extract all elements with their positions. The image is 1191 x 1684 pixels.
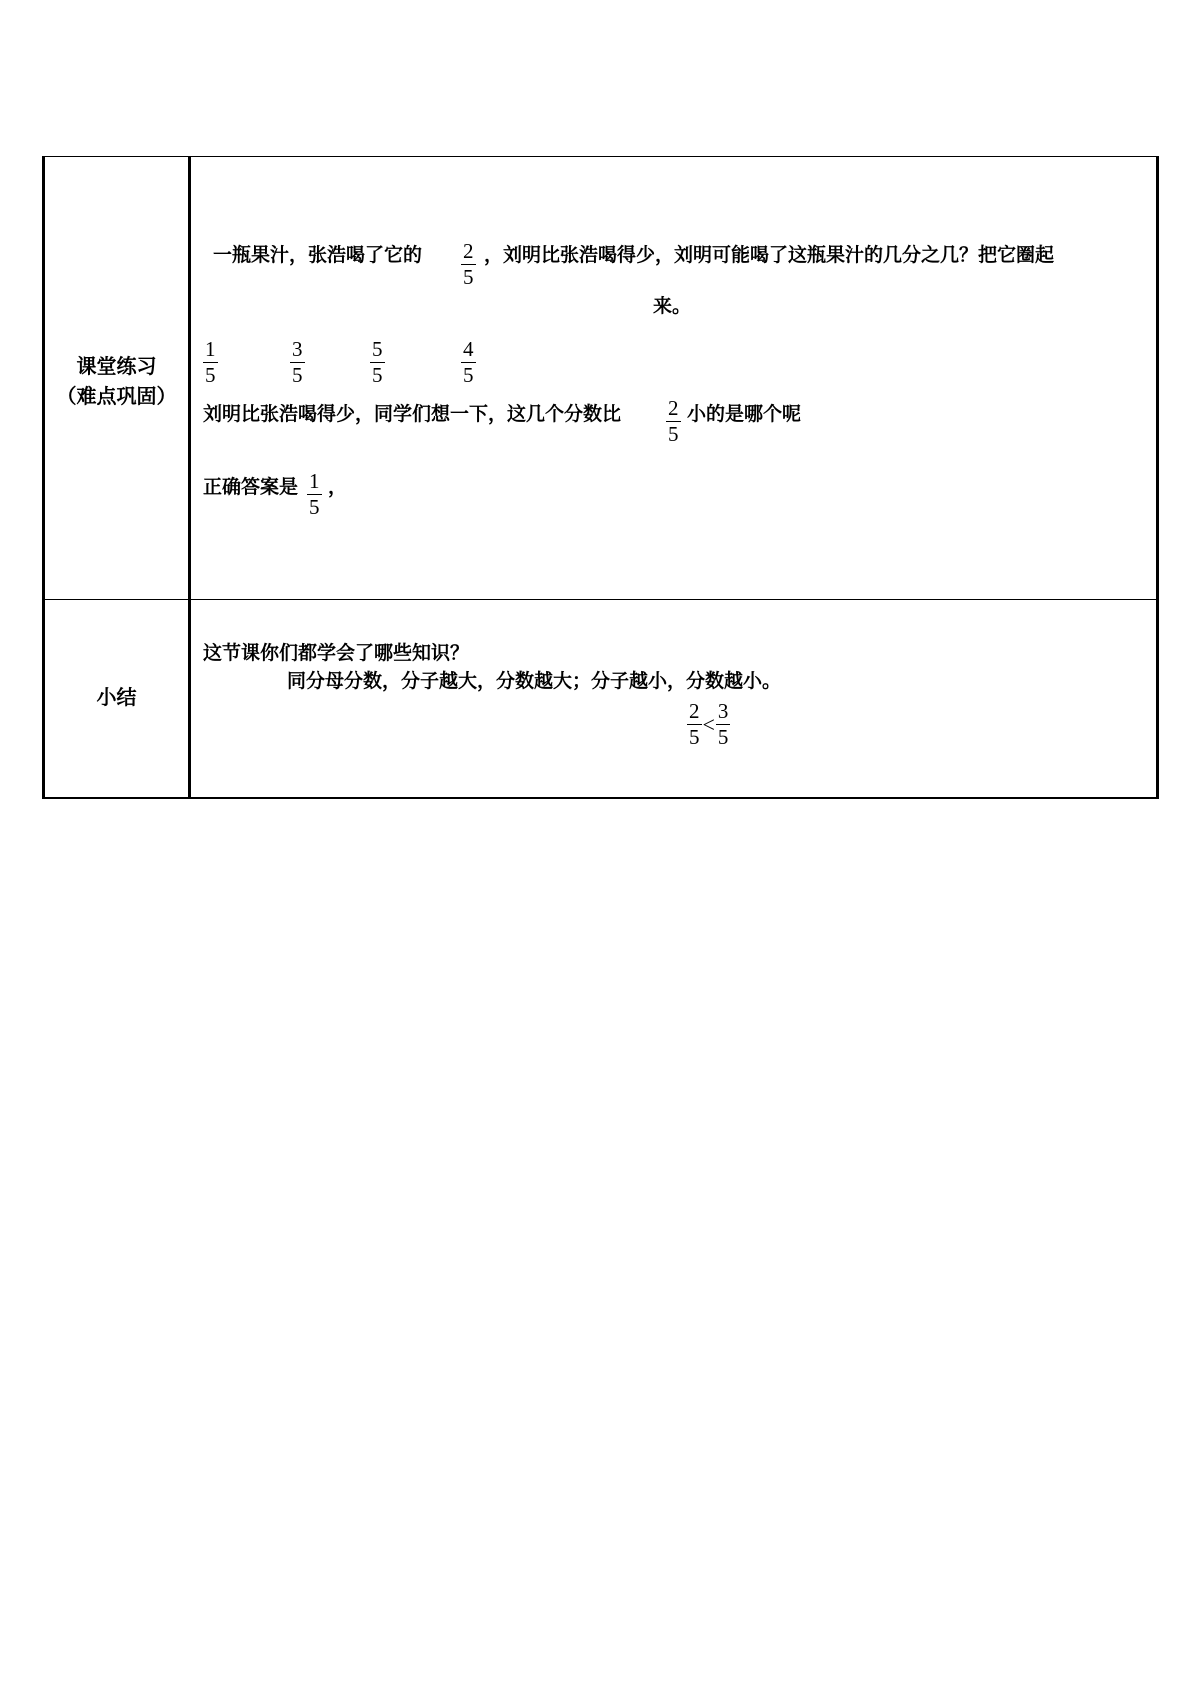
practice-content-cell bbox=[190, 157, 1158, 600]
option-1-denominator: 5 bbox=[205, 363, 216, 387]
answer-fraction bbox=[307, 471, 322, 518]
summary-question: 这节课你们都学会了哪些知识？ bbox=[203, 642, 470, 664]
practice-label bbox=[45, 351, 188, 411]
hint-fraction bbox=[666, 398, 681, 445]
comparison-operator: < bbox=[702, 711, 715, 737]
hint-part2: 小的是哪个呢 bbox=[687, 403, 802, 425]
comparison-right-numerator: 3 bbox=[717, 699, 729, 723]
option-2-denominator: 5 bbox=[292, 363, 303, 387]
option-4-denominator: 5 bbox=[463, 363, 474, 387]
summary-row bbox=[44, 600, 1158, 799]
question-fraction-denominator: 5 bbox=[463, 265, 474, 289]
comparison-left-denominator: 5 bbox=[689, 725, 700, 749]
comparison-expression bbox=[687, 701, 730, 748]
hint-part1: 刘明比张浩喝得少，同学们想一下，这几个分数比 bbox=[203, 403, 622, 425]
option-2-numerator: 3 bbox=[292, 337, 303, 361]
summary-label-cell bbox=[44, 600, 190, 799]
option-3[interactable] bbox=[370, 339, 385, 386]
practice-label-line1: 课堂练习 bbox=[76, 354, 157, 378]
summary-rule: 同分母分数，分子越大，分数越大；分子越小，分数越小。 bbox=[287, 670, 782, 692]
option-4-numerator: 4 bbox=[463, 337, 474, 361]
question-part2: ，刘明比张浩喝得少，刘明可能喝了这瓶果汁的几分之几？把它圈起 bbox=[484, 244, 1055, 266]
practice-row bbox=[44, 157, 1158, 600]
option-4[interactable] bbox=[461, 339, 476, 386]
comparison-left-numerator: 2 bbox=[689, 699, 700, 723]
practice-label-line2: （难点巩固） bbox=[56, 384, 177, 408]
question-fraction bbox=[461, 241, 476, 288]
summary-label: 小结 bbox=[96, 685, 137, 709]
option-1[interactable] bbox=[203, 339, 218, 386]
comparison-right-denominator: 5 bbox=[717, 725, 729, 749]
hint-fraction-denominator: 5 bbox=[668, 422, 679, 446]
hint-fraction-numerator: 2 bbox=[668, 396, 679, 420]
question-part1: 一瓶果汁，张浩喝了它的 bbox=[213, 244, 423, 266]
answer-fraction-denominator: 5 bbox=[309, 495, 320, 519]
option-3-denominator: 5 bbox=[372, 363, 383, 387]
answer-prefix: 正确答案是 bbox=[203, 476, 299, 498]
answer-suffix: ， bbox=[328, 476, 348, 498]
lesson-table bbox=[42, 156, 1159, 799]
option-3-numerator: 5 bbox=[372, 337, 383, 361]
summary-content-cell bbox=[190, 600, 1158, 799]
option-2[interactable] bbox=[290, 339, 305, 386]
question-fraction-numerator: 2 bbox=[463, 239, 474, 263]
practice-label-cell bbox=[44, 157, 190, 600]
option-1-numerator: 1 bbox=[205, 337, 216, 361]
question-part3: 来。 bbox=[653, 295, 692, 317]
answer-fraction-numerator: 1 bbox=[309, 469, 320, 493]
